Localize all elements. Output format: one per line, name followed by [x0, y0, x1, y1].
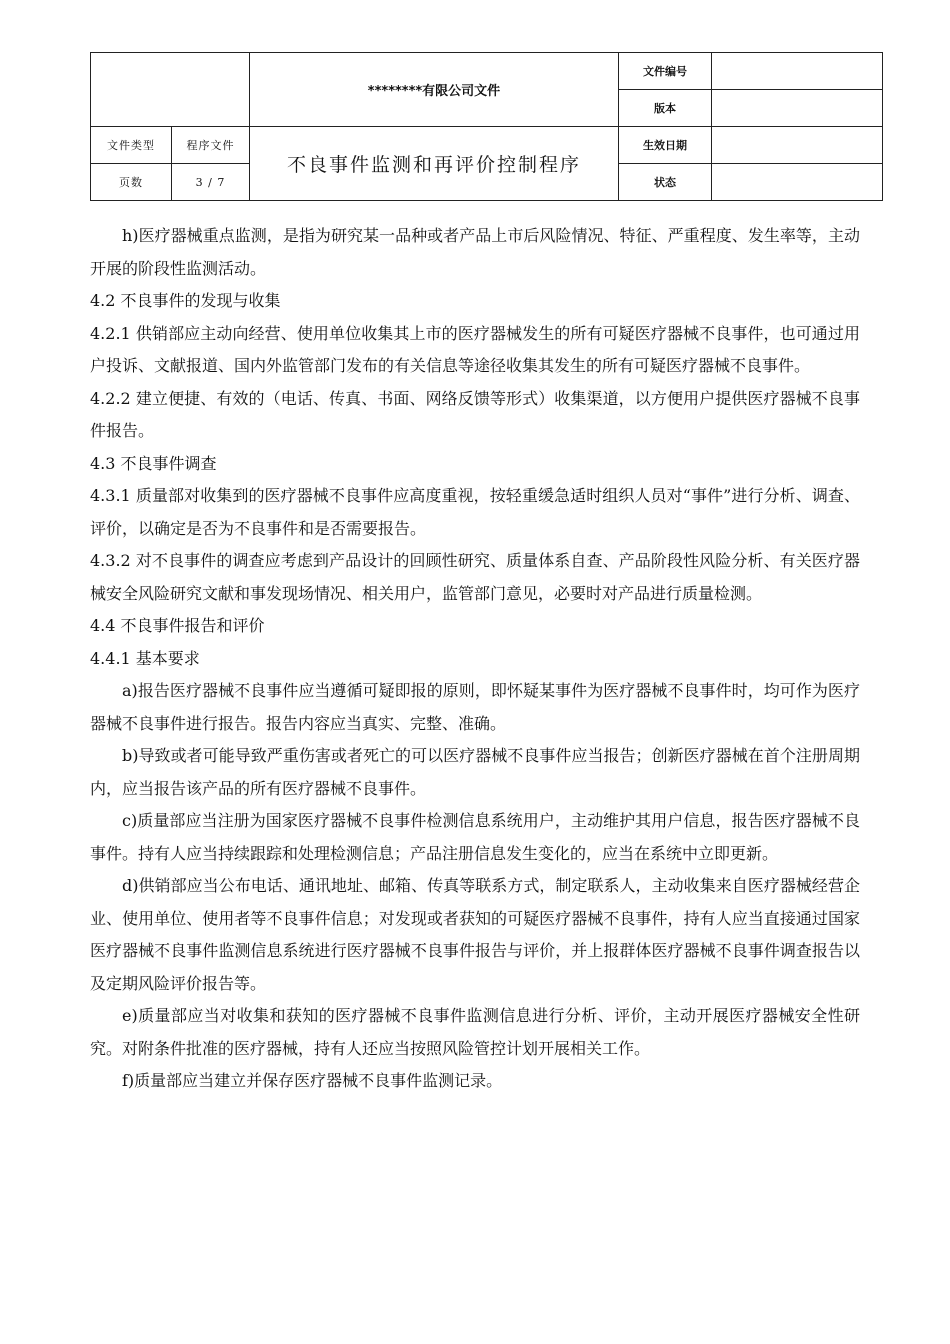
- doc-type-value: 程序文件: [172, 127, 250, 164]
- effective-date-value: [712, 127, 883, 164]
- paragraph-4-3-2: 4.3.2 对不良事件的调查应考虑到产品设计的回顾性研究、质量体系自查、产品阶段性风险分析、有关医疗器械安全风险研究文献和事发现场情况、相关用户，监管部门意见，必要时对产品进行质量检测。: [90, 551, 860, 603]
- version-value: [712, 90, 883, 127]
- paragraph-c: c)质量部应当注册为国家医疗器械不良事件检测信息系统用户，主动维护其用户信息，报告医疗器械不良事件。持有人应当持续跟踪和处理检测信息；产品注册信息发生变化的，应当在系统中立即更新。: [90, 811, 860, 863]
- paragraph-4-2-1: 4.2.1 供销部应主动向经营、使用单位收集其上市的医疗器械发生的所有可疑医疗器械不良事件，也可通过用户投诉、文献报道、国内外监管部门发布的有关信息等途径收集其发生的所有可疑医疗器械不良事件。: [90, 323, 860, 375]
- status-label: 状态: [619, 164, 712, 201]
- paragraph-e: e)质量部应当对收集和获知的医疗器械不良事件监测信息进行分析、评价，主动开展医疗器械安全性研究。对附条件批准的医疗器械，持有人还应当按照风险管控计划开展相关工作。: [90, 1006, 860, 1058]
- status-value: [712, 164, 883, 201]
- document-body: [90, 220, 860, 1098]
- version-label: 版本: [619, 90, 712, 127]
- paragraph-h: h)医疗器械重点监测，是指为研究某一品种或者产品上市后风险情况、特征、严重程度、发生率等，主动开展的阶段性监测活动。: [90, 226, 860, 278]
- pages-label: 页数: [91, 164, 172, 201]
- doc-type-label: 文件类型: [91, 127, 172, 164]
- paragraph-4-3-1: 4.3.1 质量部对收集到的医疗器械不良事件应高度重视，按轻重缓急适时组织人员对“事件”进行分析、调查、评价，以确定是否为不良事件和是否需要报告。: [90, 486, 860, 538]
- company-name: ********有限公司文件: [250, 53, 619, 127]
- section-heading-4-3: 4.3 不良事件调查: [90, 453, 217, 473]
- subsection-heading-4-4-1: 4.4.1 基本要求: [90, 648, 200, 668]
- paragraph-f: f)质量部应当建立并保存医疗器械不良事件监测记录。: [122, 1071, 503, 1090]
- logo-cell: [91, 53, 250, 127]
- paragraph-4-2-2: 4.2.2 建立便捷、有效的（电话、传真、书面、网络反馈等形式）收集渠道，以方便用户提供医疗器械不良事件报告。: [90, 388, 860, 440]
- section-heading-4-4: 4.4 不良事件报告和评价: [90, 616, 265, 635]
- paragraph-b: b)导致或者可能导致严重伤害或者死亡的可以医疗器械不良事件应当报告；创新医疗器械在首个注册周期内，应当报告该产品的所有医疗器械不良事件。: [90, 746, 860, 798]
- pages-value: 3 / 7: [172, 164, 250, 201]
- document-title: 不良事件监测和再评价控制程序: [250, 127, 619, 201]
- effective-date-label: 生效日期: [619, 127, 712, 164]
- paragraph-a: a)报告医疗器械不良事件应当遵循可疑即报的原则，即怀疑某事件为医疗器械不良事件时，均可作为医疗器械不良事件进行报告。报告内容应当真实、完整、准确。: [90, 681, 860, 733]
- paragraph-d: d)供销部应当公布电话、通讯地址、邮箱、传真等联系方式，制定联系人，主动收集来自医疗器械经营企业、使用单位、使用者等不良事件信息；对发现或者获知的可疑医疗器械不良事件，持有人应当直接通过国家医疗器械不良事件监测信息系统进行医疗器械不良事件报告与评价，并上报群体医疗器械不良事件调查报告以及定期风险评价报告等。: [90, 876, 860, 993]
- document-header-table: [90, 52, 883, 201]
- file-no-label: 文件编号: [619, 53, 712, 90]
- file-no-value: [712, 53, 883, 90]
- section-heading-4-2: 4.2 不良事件的发现与收集: [90, 291, 281, 310]
